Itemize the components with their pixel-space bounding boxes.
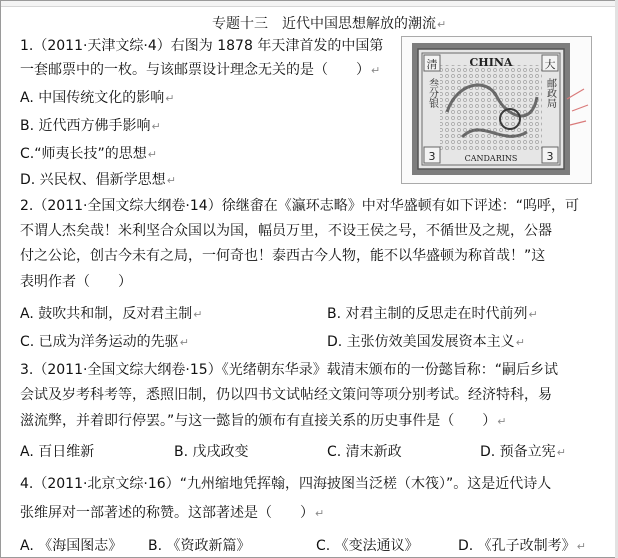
q1-option-a: A. 中国传统文化的影响↵ [20,90,175,106]
q2-option-d: D. 主张仿效美国发展资本主义↵ [327,334,525,350]
q3-stem-line1: 3.（2011·全国文综大纲卷·15）《光绪朝东华录》载清末颁布的一份懿旨称：“嗣后乡试 [20,362,558,378]
paragraph-mark-icon: ↵ [166,174,176,187]
q3-option-c: C. 清末新政 [327,444,402,460]
q2-stem-line2: 不谓人杰矣哉！米利坚合众国以为国，幅员万里，不设王侯之号，不循世及之规，公器 [20,223,552,239]
q4-option-d: D. 《孔子改制考》↵ [458,538,586,554]
q3-stem-line2: 会试及岁考科考等，悉照旧制，仍以四书文试帖经文策问等项分别考试。经济特科，易 [20,387,552,403]
stamp-top-left-char: 清 [426,58,438,71]
stamp-value-right: 3 [546,150,554,163]
q4-option-c: C. 《变法通议》 [316,538,419,554]
q1-stem-line1: 1.（2011·天津文综·4）右图为 1878 年天津首发的中国第 [20,38,384,54]
q2-stem-line4: 表明作者（ ） [20,274,132,290]
paragraph-mark-icon: ↵ [371,64,381,77]
q1-option-c: C.“师夷长技”的思想↵ [20,146,157,162]
paragraph-mark-icon: ↵ [437,18,447,31]
stamp-value-left: 3 [428,150,436,163]
paragraph-mark-icon: ↵ [556,446,566,459]
q4-stem-line2: 张维屏对一部著述的称赞。这部著述是（ ）↵ [20,505,325,521]
q2-option-b: B. 对君主制的反思走在时代前列↵ [327,306,538,322]
q2-option-a: A. 鼓吹共和制，反对君主制↵ [20,306,203,322]
stamp-denomination-label: CANDARINS [464,154,518,163]
stamp-top-right-char: 大 [544,58,556,71]
stamp-image [401,36,592,184]
q2-stem-line1: 2.（2011·全国文综大纲卷·14）徐继畬在《瀛环志略》中对华盛顿有如下评述：“呜呼，可 [20,198,579,214]
q1-stem-line2: 一套邮票中的一枚。与该邮票设计理念无关的是（ ）↵ [20,62,381,78]
q3-option-a: A. 百日维新 [20,444,95,460]
q4-option-b: B. 《资政新篇》 [148,538,251,554]
q2-stem-line3: 付之公论，创古今未有之局，一何奇也！泰西古今人物，能不以华盛顿为称首哉！”这 [20,248,546,264]
paragraph-mark-icon: ↵ [165,92,175,105]
q3-stem-line3: 滋流弊，并着即行停罢。”与这一懿旨的颁布有直接关系的历史事件是（ ）↵ [20,413,507,429]
stamp-right-column: 邮政局 [544,78,556,108]
page-title: 专题十三 近代中国思想解放的潮流↵ [212,16,447,32]
q4-stem-line1: 4.（2011·北京文综·16）“九州缩地凭挥翰，四海披图当泛槎（木筏）”。这是近代诗人 [20,476,552,492]
stamp-country-label: CHINA [469,56,513,69]
q1-option-b: B. 近代西方佛手影响↵ [20,118,161,134]
q4-option-a: A. 《海国图志》 [20,538,123,554]
large-dragon-stamp [402,37,591,183]
q2-option-c: C. 已成为洋务运动的先驱↵ [20,334,189,350]
paragraph-mark-icon: ↵ [193,308,203,321]
paragraph-mark-icon: ↵ [576,540,586,553]
paragraph-mark-icon: ↵ [497,415,507,428]
q3-option-b: B. 戊戌政变 [174,444,249,460]
paragraph-mark-icon: ↵ [147,148,157,161]
paragraph-mark-icon: ↵ [528,308,538,321]
paragraph-mark-icon: ↵ [315,507,325,520]
q3-option-d: D. 预备立宪↵ [480,444,566,460]
dragon-pattern [440,65,542,151]
q1-option-d: D. 兴民权、倡新学思想↵ [20,172,176,188]
paragraph-mark-icon: ↵ [179,336,189,349]
stamp-left-column: 叁分银 [426,78,438,108]
paragraph-mark-icon: ↵ [151,120,161,133]
paragraph-mark-icon: ↵ [515,336,525,349]
